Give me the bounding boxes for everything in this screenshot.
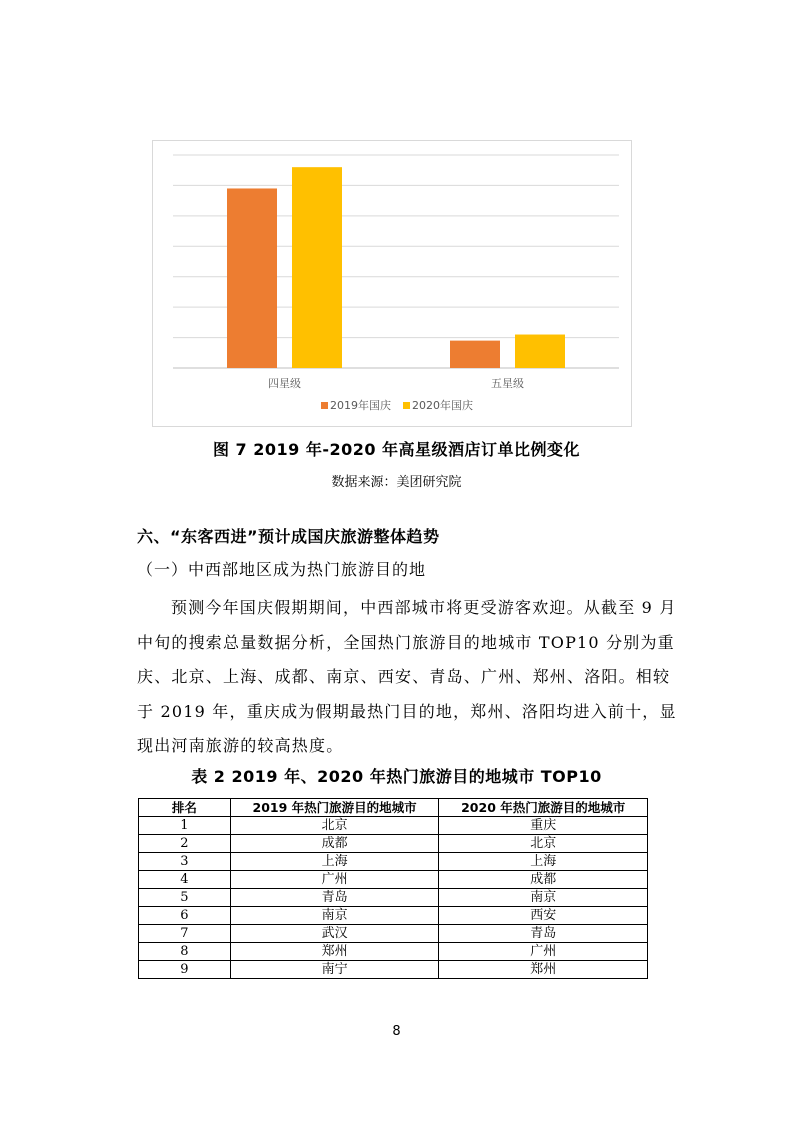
- city-2019-cell: 上海: [230, 853, 439, 871]
- page-number: 8: [392, 1024, 401, 1039]
- bar-series2-1: [515, 335, 565, 368]
- rank-cell: 5: [139, 889, 231, 907]
- legend-swatch: [321, 402, 328, 409]
- rank-cell: 9: [139, 961, 231, 979]
- figure-source: 数据来源：美团研究院: [331, 475, 462, 490]
- city-2020-cell: 广州: [439, 943, 648, 961]
- city-2020-cell: 西安: [439, 907, 648, 925]
- table-row: [139, 907, 648, 925]
- city-2019-cell: 南宁: [230, 961, 439, 979]
- rank-cell: 1: [139, 817, 231, 835]
- table-caption: 表 2 2019 年、2020 年热门旅游目的地城市 TOP10: [191, 767, 602, 786]
- figure-caption: 图 7 2019 年-2020 年高星级酒店订单比例变化: [212, 440, 581, 459]
- city-2019-cell: 北京: [230, 817, 439, 835]
- city-2020-cell: 上海: [439, 853, 648, 871]
- table-row: [139, 943, 648, 961]
- rank-cell: 7: [139, 925, 231, 943]
- rank-cell: 2: [139, 835, 231, 853]
- city-2020-cell: 南京: [439, 889, 648, 907]
- city-2020-cell: 青岛: [439, 925, 648, 943]
- header-2019: 2019 年热门旅游目的地城市: [230, 799, 439, 817]
- ranking-table: [138, 798, 648, 979]
- table-row: [139, 961, 648, 979]
- category-label: 五星级: [491, 377, 524, 390]
- city-2020-cell: 成都: [439, 871, 648, 889]
- table-row: [139, 817, 648, 835]
- rank-cell: 6: [139, 907, 231, 925]
- city-2019-cell: 成都: [230, 835, 439, 853]
- legend-label: 2019年国庆: [330, 399, 391, 412]
- city-2020-cell: 北京: [439, 835, 648, 853]
- table-row: [139, 889, 648, 907]
- header-rank: 排名: [139, 799, 231, 817]
- legend-label: 2020年国庆: [412, 399, 473, 412]
- chart-canvas: [153, 141, 633, 428]
- sub-heading: （一）中西部地区成为热门旅游目的地: [137, 560, 427, 579]
- bar-series2-0: [292, 167, 342, 368]
- rank-cell: 3: [139, 853, 231, 871]
- table-row: [139, 853, 648, 871]
- paragraph-text: 预测今年国庆假期期间，中西部城市将更受游客欢迎。从截至 9 月中旬的搜索总量数据分析，全国热门旅游目的地城市 TOP10 分别为重庆、北京、上海、成都、南京、西安、青岛、广州、郑州、洛阳。相较于 2019 年，重庆成为假期最热门目的地，郑州、洛阳均进入前十，显现出河南旅游的较高热度。: [137, 598, 677, 755]
- city-2019-cell: 郑州: [230, 943, 439, 961]
- table-header-row: [139, 799, 648, 817]
- bar-chart: [152, 140, 632, 427]
- header-2020: 2020 年热门旅游目的地城市: [439, 799, 648, 817]
- rank-cell: 4: [139, 871, 231, 889]
- section-heading: 六、“东客西进”预计成国庆旅游整体趋势: [137, 527, 440, 546]
- bar-series1-0: [227, 188, 277, 368]
- table-row: [139, 925, 648, 943]
- rank-cell: 8: [139, 943, 231, 961]
- city-2019-cell: 广州: [230, 871, 439, 889]
- table-row: [139, 871, 648, 889]
- city-2019-cell: 青岛: [230, 889, 439, 907]
- city-2020-cell: 重庆: [439, 817, 648, 835]
- body-paragraph: [137, 591, 687, 764]
- legend-swatch: [403, 402, 410, 409]
- city-2019-cell: 南京: [230, 907, 439, 925]
- city-2020-cell: 郑州: [439, 961, 648, 979]
- table-row: [139, 835, 648, 853]
- bar-series1-1: [450, 341, 500, 368]
- city-2019-cell: 武汉: [230, 925, 439, 943]
- category-label: 四星级: [268, 377, 301, 390]
